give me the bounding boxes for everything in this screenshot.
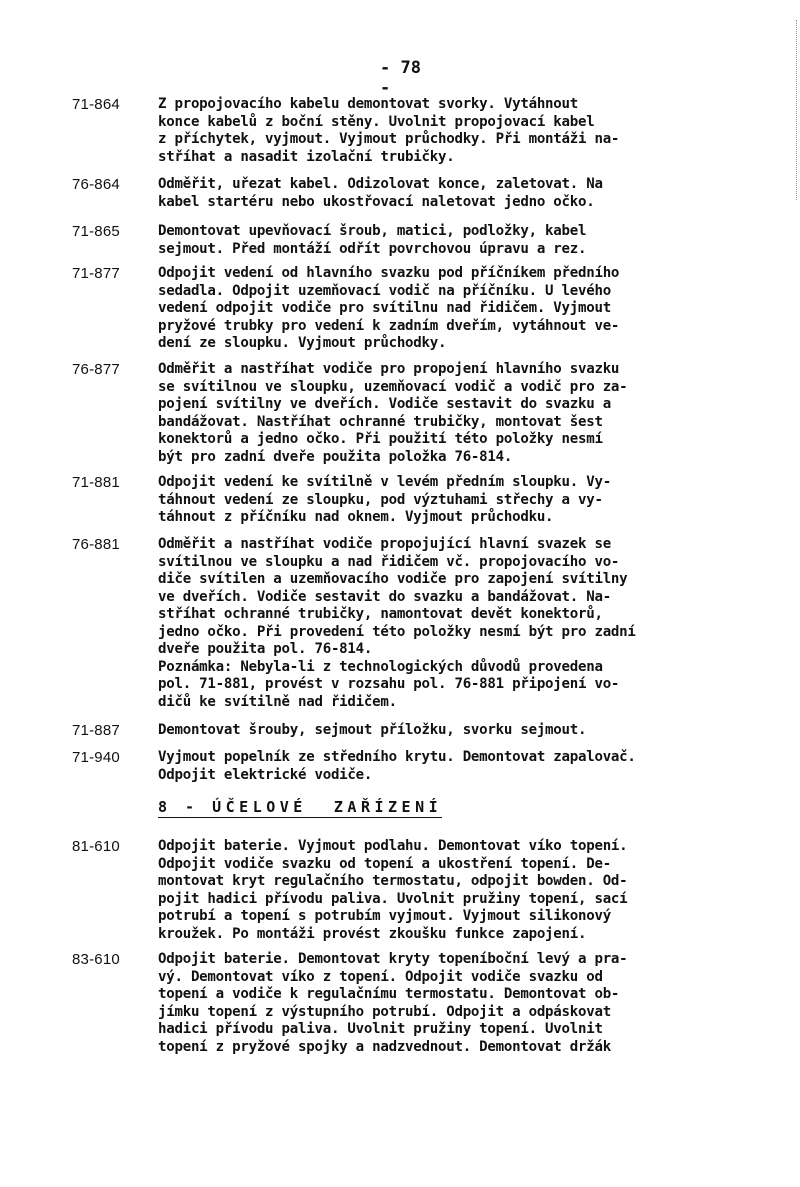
entry-code: 71-940 xyxy=(72,749,120,766)
entry-76-877 xyxy=(72,361,782,466)
entry-71-887 xyxy=(72,722,782,740)
entry-code: 76-881 xyxy=(72,536,120,553)
page-edge-mark xyxy=(795,20,797,200)
entry-71-864 xyxy=(72,96,782,166)
entry-text: Demontovat šrouby, sejmout příložku, svorku sejmout. xyxy=(158,722,587,738)
entry-code: 76-864 xyxy=(72,176,120,193)
entry-71-881 xyxy=(72,474,782,527)
entry-text: Odpojit vedení od hlavního svazku pod příčníkem předního sedadla. Odpojit uzemňovací vodič na příčníku. U levého vedení odpojit vodiče pro svítilnu nad řidičem. Vyjmout pryžové trubky pro vedení k zadním dveřím, vytáhnout ve- dení ze sloupku. Vyjmout průchodky. xyxy=(158,265,620,351)
entry-text: Demontovat upevňovací šroub, matici, podložky, kabel sejmout. Před montáží odřít povrchovou úpravu a rez. xyxy=(158,223,587,257)
section-heading: 8 - ÚČELOVÉ ZAŘÍZENÍ xyxy=(158,798,443,816)
entry-text: Vyjmout popelník ze středního krytu. Demontovat zapalovač. Odpojit elektrické vodiče. xyxy=(158,749,636,783)
page-number: - 78 - xyxy=(380,58,421,98)
entry-text: Odměřit a nastříhat vodiče propojující hlavní svazek se svítilnou ve sloupku a nad řidičem vč. propojovacího vo- diče svítilen a uzemňovacího vodiče pro zapojení svítilny ve dveřích. Vodiče sestavit do svazku a bandážovat. Na- stříhat ochranné trubičky, namontovat devět konektorů, jedno očko. Při provedení této položky nesmí být pro zadní dveře použita pol. 76-814. Poznámka: Nebyla-li z technologických důvodů provedena pol. 71-881, provést v rozsahu pol. 76-881 připojení vo- dičů ke svítilně nad řidičem. xyxy=(158,536,636,710)
entry-text: Odpojit vedení ke svítilně v levém předním sloupku. Vy- táhnout vedení ze sloupku, pod výztuhami střechy a vy- táhnout z příčníku nad oknem. Vyjmout průchodku. xyxy=(158,474,611,525)
entry-text: Odpojit baterie. Demontovat kryty topeníboční levý a pra- vý. Demontovat víko z topení. Odpojit vodiče svazku od topení a vodiče k regulačnímu termostatu. Demontovat ob- jímku topení z výstupního potrubí. Odpojit a odpáskovat hadici přívodu paliva. Uvolnit pružiny topení. Uvolnit topení z pryžové spojky a nadzvednout. Demontovat držák xyxy=(158,951,628,1055)
entry-code: 71-877 xyxy=(72,265,120,282)
entry-code: 71-864 xyxy=(72,96,120,113)
entry-text: Odměřit a nastříhat vodiče pro propojení hlavního svazku se svítilnou ve sloupku, uzemňovací vodič a vodič pro za- pojení svítilny ve dveřích. Vodiče sestavit do svazku a bandážovat. Nastříhat ochranné trubičky, montovat šest konektorů a jedno očko. Při použití této položky nesmí být pro zadní dveře použita položka 76-814. xyxy=(158,361,628,465)
entry-71-940 xyxy=(72,749,782,784)
entry-text: Odpojit baterie. Vyjmout podlahu. Demontovat víko topení. Odpojit vodiče svazku od topení a ukostření topení. De- montovat kryt regulačního termostatu, odpojit bowden. Od- pojit hadici přívodu paliva. Uvolnit pružiny topení, sací potrubí a topení s potrubím vyjmout. Vyjmout silikonový kroužek. Po montáži provést zkoušku funkce zapojení. xyxy=(158,838,628,942)
entry-text: Z propojovacího kabelu demontovat svorky. Vytáhnout konce kabelů z boční stěny. Uvolnit propojovací kabel z příchytek, vyjmout. Vyjmout průchodky. Při montáži na- stříhat a nasadit izolační trubičky. xyxy=(158,96,620,165)
entry-83-610 xyxy=(72,951,782,1056)
entry-76-864 xyxy=(72,176,782,211)
entry-text: Odměřit, uřezat kabel. Odizolovat konce, zaletovat. Na kabel startéru nebo ukostřovací naletovat jedno očko. xyxy=(158,176,603,210)
entry-81-610 xyxy=(72,838,782,943)
entry-71-877 xyxy=(72,265,782,353)
entry-code: 76-877 xyxy=(72,361,120,378)
entry-71-865 xyxy=(72,223,782,258)
entry-code: 71-887 xyxy=(72,722,120,739)
entry-code: 71-881 xyxy=(72,474,120,491)
entry-code: 81-610 xyxy=(72,838,120,855)
entry-code: 71-865 xyxy=(72,223,120,240)
entry-code: 83-610 xyxy=(72,951,120,968)
entry-76-881 xyxy=(72,536,782,711)
